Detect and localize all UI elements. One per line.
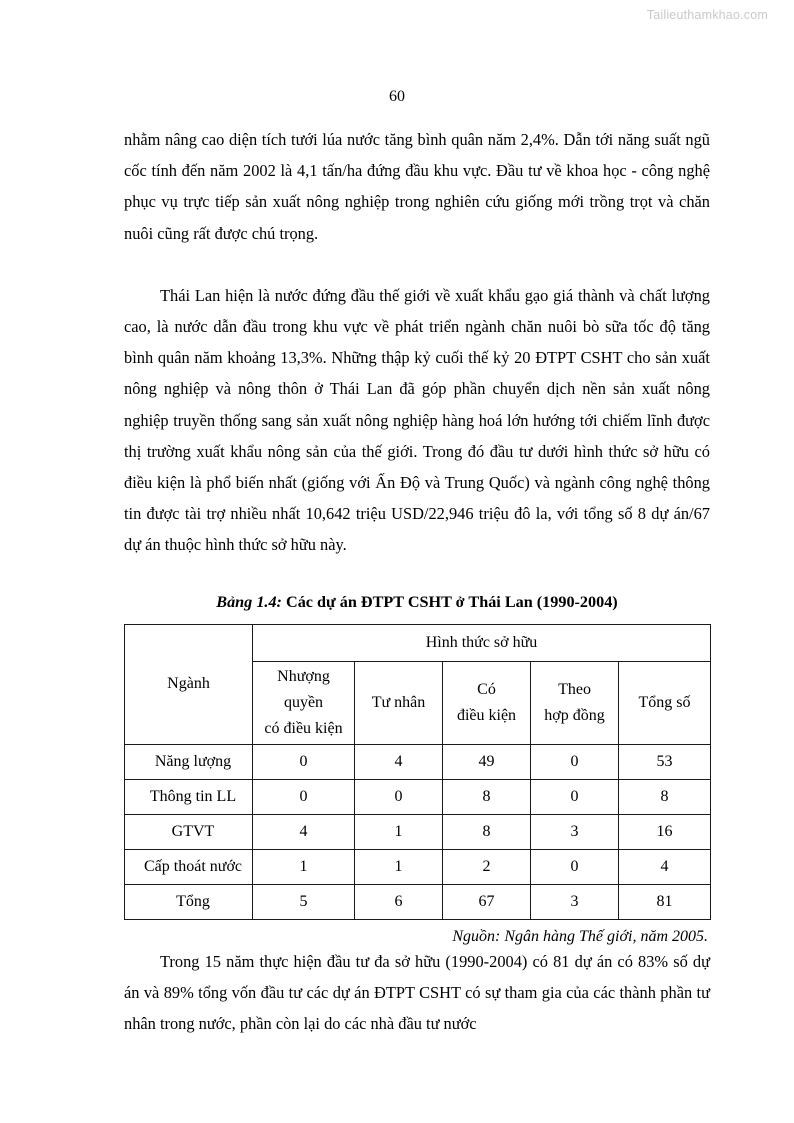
table-header-row-group xyxy=(125,624,711,661)
cell-value: 4 xyxy=(619,849,711,884)
cell-value: 1 xyxy=(253,849,355,884)
header-col-co-dieu-kien-line1: Có xyxy=(477,680,496,698)
cell-value: 0 xyxy=(253,779,355,814)
cell-value: 0 xyxy=(531,744,619,779)
cell-value: 67 xyxy=(443,884,531,919)
cell-value: 53 xyxy=(619,744,711,779)
cell-value: 2 xyxy=(443,849,531,884)
header-col-theo-hop-dong xyxy=(531,661,619,744)
table-row xyxy=(125,779,711,814)
cell-value: 4 xyxy=(253,814,355,849)
table-source-note: Nguồn: Ngân hàng Thế giới, năm 2005. xyxy=(452,927,708,945)
page-content xyxy=(124,124,710,1039)
header-col-tong-so xyxy=(619,661,711,744)
header-col-co-dieu-kien-line2: điều kiện xyxy=(456,706,517,724)
table-row xyxy=(125,884,711,919)
cell-value: 1 xyxy=(355,849,443,884)
cell-value: 81 xyxy=(619,884,711,919)
cell-value: 49 xyxy=(443,744,531,779)
cell-value: 1 xyxy=(355,814,443,849)
row-label: Cấp thoát nước xyxy=(125,849,253,884)
header-nganh: Ngành xyxy=(125,624,253,744)
header-col-nhuong-quyen-line2: có điều kiện xyxy=(264,719,343,737)
table-row xyxy=(125,744,711,779)
cell-value: 0 xyxy=(531,849,619,884)
cell-value: 0 xyxy=(531,779,619,814)
header-col-tu-nhan-line1: Tư nhân xyxy=(371,693,426,711)
header-col-nhuong-quyen xyxy=(253,661,355,744)
row-label: Thông tin LL xyxy=(125,779,253,814)
table-caption xyxy=(124,593,710,612)
cell-value: 8 xyxy=(443,779,531,814)
cell-value: 5 xyxy=(253,884,355,919)
page-number: 60 xyxy=(389,88,405,105)
cell-value: 16 xyxy=(619,814,711,849)
table-row xyxy=(125,814,711,849)
paragraph-2: Thái Lan hiện là nước đứng đầu thế giới về xuất khẩu gạo giá thành và chất lượng cao, là nước dẫn đầu trong khu vực về phát triển ngành chăn nuôi bò sữa tốc độ tăng bình quân năm khoảng 13,3%. Những thập kỷ cuối thế kỷ 20 ĐTPT CSHT cho sản xuất nông nghiệp và nông thôn ở Thái Lan đã góp phần chuyển dịch nền sản xuất nông nghiệp truyền thống sang sản xuất nông nghiệp hàng hoá lớn hướng tới chiếm lĩnh được thị trường xuất khẩu nông sản của thế giới. Trong đó đầu tư dưới hình thức sở hữu có điều kiện là phổ biến nhất (giống với Ấn Độ và Trung Quốc) và ngành công nghệ thông tin được tài trợ nhiều nhất 10,642 triệu USD/22,946 triệu đô la, với tổng số 8 dự án/67 dự án thuộc hình thức sở hữu này. xyxy=(124,285,710,555)
cell-value: 3 xyxy=(531,884,619,919)
cell-value: 8 xyxy=(443,814,531,849)
cell-value: 6 xyxy=(355,884,443,919)
row-label: GTVT xyxy=(125,814,253,849)
paragraph-3: Trong 15 năm thực hiện đầu tư đa sở hữu (1990-2004) có 81 dự án có 83% số dự án và 89% tổng vốn đầu tư các dự án ĐTPT CSHT có sự tham gia của các thành phần tư nhân trong nước, phần còn lại do các nhà đầu tư nước xyxy=(124,951,710,1034)
cell-value: 0 xyxy=(253,744,355,779)
row-label: Tổng xyxy=(125,884,253,919)
header-col-tong-so-line1: Tổng số xyxy=(638,693,691,711)
table-body xyxy=(125,744,711,919)
cell-value: 4 xyxy=(355,744,443,779)
header-hinh-thuc-so-huu: Hình thức sở hữu xyxy=(253,624,711,661)
header-col-theo-hop-dong-line2: hợp đồng xyxy=(544,706,605,724)
row-label: Năng lượng xyxy=(125,744,253,779)
table-caption-prefix: Bảng 1.4: xyxy=(216,592,282,611)
cell-value: 8 xyxy=(619,779,711,814)
cell-value: 3 xyxy=(531,814,619,849)
header-col-nhuong-quyen-line1: Nhượng quyền xyxy=(277,667,330,711)
site-watermark: Tailieuthamkhao.com xyxy=(646,8,768,22)
table-header xyxy=(125,624,711,744)
header-col-theo-hop-dong-line1: Theo xyxy=(558,680,591,698)
paragraph-1: nhằm nâng cao diện tích tưới lúa nước tăng bình quân năm 2,4%. Dẫn tới năng suất ngũ cốc tính đến năm 2002 là 4,1 tấn/ha đứng đầu khu vực. Đầu tư về khoa học - công nghệ phục vụ trực tiếp sản xuất nông nghiệp trong nghiên cứu giống mới trồng trọt và chăn nuôi cũng rất được chú trọng. xyxy=(124,130,710,243)
projects-table xyxy=(124,624,711,920)
header-col-tu-nhan xyxy=(355,661,443,744)
table-row xyxy=(125,849,711,884)
header-col-co-dieu-kien xyxy=(443,661,531,744)
table-caption-rest: Các dự án ĐTPT CSHT ở Thái Lan (1990-2004) xyxy=(281,592,618,611)
cell-value: 0 xyxy=(355,779,443,814)
